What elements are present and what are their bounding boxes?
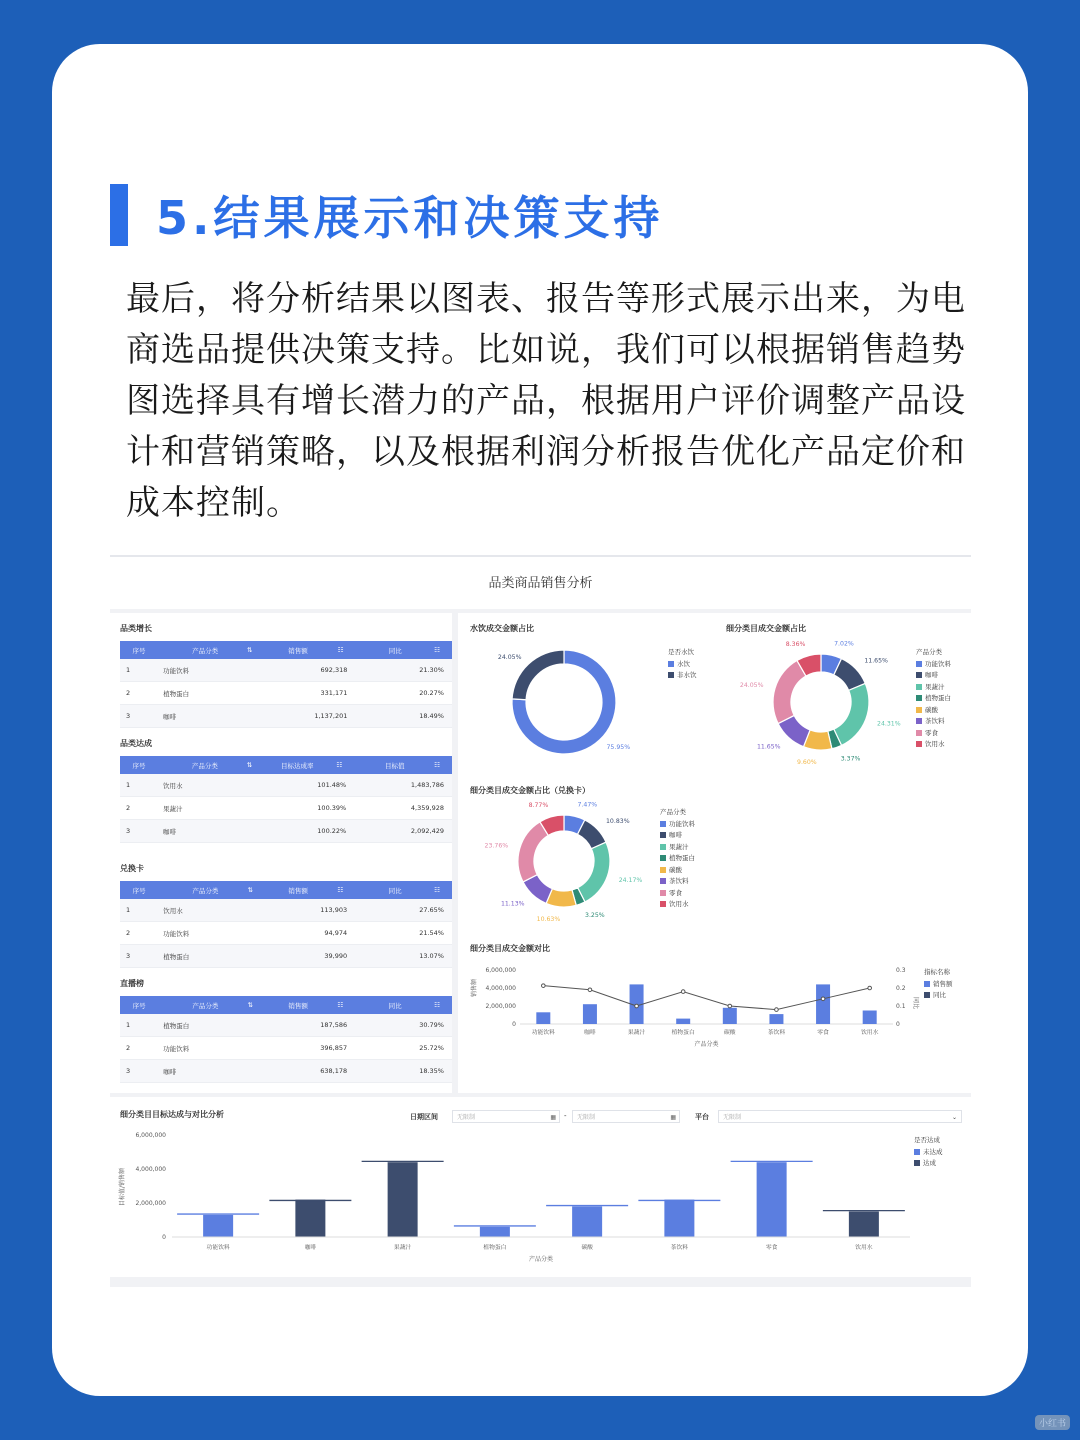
legend-swatch xyxy=(924,981,930,987)
table-cell: 638,178 xyxy=(258,1060,355,1083)
legend-swatch xyxy=(660,821,666,827)
legend-swatch xyxy=(924,992,930,998)
legend-label: 碳酸 xyxy=(669,865,682,874)
data-label: 11.13% xyxy=(500,900,525,908)
y-tick-label: 2,000,000 xyxy=(485,1003,516,1010)
legend-swatch xyxy=(916,707,922,713)
table-cell: 39,990 xyxy=(258,945,355,968)
legend-item[interactable] xyxy=(924,979,953,991)
y-tick-label: 4,000,000 xyxy=(485,985,516,992)
table-cell: 113,903 xyxy=(258,899,355,922)
table-cell: 30.79% xyxy=(355,1014,452,1037)
legend-title: 指标名称 xyxy=(924,968,950,976)
dashboard-title: 品类商品销售分析 xyxy=(110,557,971,609)
x-tick-label: 果蔬汁 xyxy=(627,1030,646,1036)
pie-slice xyxy=(518,822,548,882)
line-point xyxy=(868,986,872,990)
bar xyxy=(723,1008,737,1024)
table-cell: 396,857 xyxy=(258,1037,355,1060)
table-cell: 3 xyxy=(120,705,153,728)
column-header[interactable]: 目标值 ☷ xyxy=(354,756,452,774)
table-cell: 13.07% xyxy=(355,945,452,968)
column-header[interactable]: 销售额 ☷ xyxy=(258,881,355,899)
column-header[interactable]: 序号 xyxy=(120,756,153,774)
legend-item[interactable] xyxy=(916,682,951,694)
table-row[interactable] xyxy=(120,922,452,945)
table-row[interactable] xyxy=(120,682,452,705)
heading-accent-bar xyxy=(110,184,128,246)
table-cell: 1 xyxy=(120,659,153,682)
table-cell: 2 xyxy=(120,922,153,945)
column-header[interactable]: 产品分类 ⇅ xyxy=(153,996,258,1014)
bar xyxy=(583,1004,597,1024)
legend-label: 茶饮料 xyxy=(669,877,689,885)
data-table xyxy=(120,881,452,968)
legend-item[interactable] xyxy=(660,819,695,831)
data-label: 75.95% xyxy=(606,744,631,752)
legend-label: 达成 xyxy=(923,1159,936,1167)
calendar-icon[interactable]: ▦ xyxy=(670,1114,676,1121)
target-chart-svg xyxy=(110,1097,971,1277)
filter-icon[interactable]: ☷ xyxy=(434,1000,440,1009)
x-tick-label: 零食 xyxy=(817,1030,829,1036)
x-tick-label: 咖啡 xyxy=(304,1245,317,1251)
data-label: 7.02% xyxy=(834,640,854,648)
legend-label: 植物蛋白 xyxy=(925,694,951,702)
x-axis-title: 产品分类 xyxy=(528,1256,554,1263)
data-label: 24.31% xyxy=(877,720,901,728)
column-header[interactable]: 产品分类 ⇅ xyxy=(153,756,257,774)
legend-swatch xyxy=(916,672,922,678)
legend-item[interactable] xyxy=(916,705,951,717)
column-header[interactable]: 序号 xyxy=(120,996,153,1014)
x-tick-label: 零食 xyxy=(765,1245,778,1251)
legend-item[interactable] xyxy=(660,842,695,854)
legend-swatch xyxy=(668,672,674,678)
column-header[interactable]: 同比 ☷ xyxy=(355,996,452,1014)
legend-item[interactable] xyxy=(916,670,951,682)
pie-slice xyxy=(578,842,610,902)
legend-swatch xyxy=(916,661,922,667)
y-tick-label: 6,000,000 xyxy=(485,967,516,974)
x-tick-label: 茶饮料 xyxy=(767,1030,786,1036)
column-header[interactable]: 序号 xyxy=(120,881,153,899)
y-axis-title: 目标值/销售额 xyxy=(119,1167,126,1207)
table-row[interactable] xyxy=(120,705,452,728)
pie-slice xyxy=(834,683,869,745)
column-header[interactable]: 同比 ☷ xyxy=(355,881,452,899)
legend-label: 果蔬汁 xyxy=(925,682,945,691)
legend-title: 产品分类 xyxy=(660,808,686,816)
bar xyxy=(203,1215,233,1237)
legend-swatch xyxy=(660,867,666,873)
line-point xyxy=(635,1004,639,1008)
line-point xyxy=(588,988,592,992)
table-cell: 25.72% xyxy=(355,1037,452,1060)
y2-axis-title: 同比 xyxy=(912,997,919,1010)
legend-label: 咖啡 xyxy=(669,831,682,839)
table-row[interactable] xyxy=(120,797,452,820)
pie-slice xyxy=(773,660,806,723)
legend-label: 碳酸 xyxy=(925,705,938,714)
table-cell: 咖啡 xyxy=(153,705,257,728)
table-row[interactable] xyxy=(120,774,452,797)
table-title: 兑换卡 xyxy=(120,864,144,873)
table-cell: 植物蛋白 xyxy=(153,945,258,968)
x-tick-label: 咖啡 xyxy=(584,1030,596,1036)
data-label: 10.83% xyxy=(605,817,630,825)
legend-category xyxy=(916,647,951,751)
legend-item[interactable] xyxy=(660,876,695,888)
chart-title-water: 水饮成交金额占比 xyxy=(470,624,534,633)
legend-swatch xyxy=(916,684,922,690)
legend-label: 零食 xyxy=(925,728,938,737)
legend-swatch xyxy=(668,661,674,667)
section-heading xyxy=(110,184,663,246)
y-tick-label: 4,000,000 xyxy=(135,1166,166,1173)
table-cell: 94,974 xyxy=(258,922,355,945)
filter-icon[interactable]: ☷ xyxy=(434,760,440,769)
bar xyxy=(816,984,830,1024)
legend-swatch xyxy=(660,890,666,896)
y-tick-label: 6,000,000 xyxy=(135,1132,166,1139)
table-cell: 692,318 xyxy=(257,659,355,682)
data-label: 7.47% xyxy=(577,801,598,809)
filter-icon[interactable]: ☷ xyxy=(336,760,343,769)
sort-icon[interactable]: ⇅ xyxy=(247,645,253,654)
table-cell: 4,359,928 xyxy=(354,797,452,820)
bar xyxy=(664,1200,694,1237)
data-label: 24.05% xyxy=(739,681,764,689)
filter-icon[interactable]: ☷ xyxy=(337,645,344,654)
data-label: 10.63% xyxy=(536,915,561,923)
column-header[interactable]: 目标达成率 ☷ xyxy=(257,756,354,774)
column-header[interactable]: 产品分类 ⇅ xyxy=(153,881,258,899)
line-point xyxy=(821,997,825,1001)
legend-item[interactable] xyxy=(660,865,695,877)
table-cell: 18.35% xyxy=(355,1060,452,1083)
table-cell: 187,586 xyxy=(258,1014,355,1037)
bar xyxy=(863,1011,877,1025)
table-cell: 1 xyxy=(120,1014,153,1037)
bar xyxy=(849,1212,879,1238)
legend-swatch xyxy=(914,1160,920,1166)
table-row[interactable] xyxy=(120,1060,452,1083)
dashboard-screenshot xyxy=(110,555,971,1287)
x-tick-label: 功能饮料 xyxy=(531,1030,555,1036)
legend-label: 功能饮料 xyxy=(925,659,951,668)
legend-label: 茶饮料 xyxy=(925,717,945,725)
line-point xyxy=(542,984,546,988)
legend-swatch xyxy=(660,878,666,884)
x-tick-label: 果蔬汁 xyxy=(393,1245,412,1251)
legend-swatch xyxy=(916,718,922,724)
data-label: 3.37% xyxy=(840,755,861,763)
table-cell: 2 xyxy=(120,682,153,705)
legend-swatch xyxy=(914,1149,920,1155)
table-cell: 1,483,786 xyxy=(354,774,452,797)
data-label: 24.17% xyxy=(618,877,643,885)
table-cell: 3 xyxy=(120,820,153,843)
legend-swatch xyxy=(916,695,922,701)
target-panel xyxy=(110,1097,971,1277)
table-cell: 2 xyxy=(120,1037,153,1060)
legend-label: 咖啡 xyxy=(925,671,938,679)
legend-item[interactable] xyxy=(916,739,951,751)
legend-item[interactable] xyxy=(668,670,697,682)
data-table xyxy=(120,641,452,728)
table-cell: 21.54% xyxy=(355,922,452,945)
legend-label: 饮用水 xyxy=(925,740,945,748)
legend-item[interactable] xyxy=(660,853,695,865)
legend-title: 是否水饮 xyxy=(668,648,694,656)
table-cell: 咖啡 xyxy=(153,820,257,843)
legend-label: 零食 xyxy=(669,888,682,897)
table-cell: 饮用水 xyxy=(153,774,257,797)
bar xyxy=(769,1014,783,1024)
y-tick-label: 0 xyxy=(512,1021,516,1028)
bar xyxy=(480,1227,510,1237)
table-title: 直播榜 xyxy=(120,979,144,988)
x-tick-label: 碳酸 xyxy=(724,1030,736,1036)
x-tick-label: 植物蛋白 xyxy=(483,1245,507,1251)
platform-select[interactable]: 无限制 ⌄ xyxy=(718,1110,962,1123)
sort-icon[interactable]: ⇅ xyxy=(247,885,253,894)
date-separator: - xyxy=(564,1112,567,1120)
date-from-input[interactable]: 无限制 ▦ xyxy=(452,1110,560,1123)
table-cell: 331,171 xyxy=(257,682,355,705)
table-cell: 功能饮料 xyxy=(153,1037,258,1060)
legend-title: 产品分类 xyxy=(916,648,942,656)
column-header[interactable]: 同比 ☷ xyxy=(355,641,452,659)
legend-item[interactable] xyxy=(916,693,951,705)
y-axis-title: 销售额 xyxy=(471,978,478,997)
table-row[interactable] xyxy=(120,899,452,922)
legend-label: 同比 xyxy=(933,991,946,999)
y-tick-label: 0 xyxy=(162,1234,166,1241)
table-cell: 3 xyxy=(120,945,153,968)
legend-label: 未达成 xyxy=(923,1147,943,1156)
filter-icon[interactable]: ☷ xyxy=(337,885,344,894)
bar xyxy=(388,1162,418,1237)
line-point xyxy=(728,1004,732,1008)
chart-title-category: 细分类目成交金额占比 xyxy=(726,624,806,633)
legend-target xyxy=(914,1135,943,1170)
column-header[interactable]: 销售额 ☷ xyxy=(258,996,355,1014)
table-title: 品类增长 xyxy=(120,624,152,633)
x-tick-label: 饮用水 xyxy=(860,1030,879,1036)
filter-icon[interactable]: ☷ xyxy=(337,1000,344,1009)
table-cell: 101.48% xyxy=(257,774,354,797)
table-cell: 1 xyxy=(120,774,153,797)
legend-item[interactable] xyxy=(914,1158,943,1170)
table-cell: 功能饮料 xyxy=(153,922,258,945)
watermark-logo: 小红书 xyxy=(1035,1415,1070,1430)
table-cell: 20.27% xyxy=(355,682,452,705)
x-tick-label: 茶饮料 xyxy=(670,1245,689,1251)
table-row[interactable] xyxy=(120,1037,452,1060)
data-label: 8.77% xyxy=(528,802,549,810)
column-header[interactable]: 产品分类 ⇅ xyxy=(153,641,257,659)
data-label: 8.36% xyxy=(785,641,806,649)
bar xyxy=(536,1012,550,1024)
table-cell: 1,137,201 xyxy=(257,705,355,728)
legend-label: 果蔬汁 xyxy=(669,842,689,851)
data-table xyxy=(120,996,452,1083)
heading-text: 5.结果展示和决策支持 xyxy=(156,191,664,245)
body-paragraph: 最后，将分析结果以图表、报告等形式展示出来，为电商选品提供决策支持。比如说，我们可以根据销售趋势图选择具有增长潜力的产品，根据用户评价调整产品设计和营销策略，以及根据利润分析报告优化产品定价和成本控制。 xyxy=(126,279,966,523)
line-point xyxy=(681,990,685,994)
tables-panel xyxy=(110,613,452,1093)
y2-tick-label: 0.2 xyxy=(896,985,906,992)
legend-label: 水饮 xyxy=(677,659,690,668)
legend-item[interactable] xyxy=(916,659,951,671)
bar xyxy=(572,1206,602,1237)
legend-water xyxy=(668,647,697,682)
table-cell: 2,092,429 xyxy=(354,820,452,843)
calendar-icon[interactable]: ▦ xyxy=(550,1114,556,1121)
legend-metric xyxy=(924,967,953,1002)
data-label: 23.76% xyxy=(484,842,509,850)
legend-item[interactable] xyxy=(924,990,953,1002)
table-cell: 100.22% xyxy=(257,820,354,843)
data-label: 11.65% xyxy=(756,743,781,751)
table-row[interactable] xyxy=(120,659,452,682)
column-header[interactable]: 序号 xyxy=(120,641,153,659)
table-cell: 27.65% xyxy=(355,899,452,922)
data-table xyxy=(120,756,452,843)
legend-swatch xyxy=(660,832,666,838)
legend-swatch xyxy=(660,901,666,907)
chart-title-card: 细分类目成交金额占比（兑换卡） xyxy=(470,786,590,795)
table-cell: 功能饮料 xyxy=(153,659,257,682)
x-tick-label: 功能饮料 xyxy=(206,1245,230,1251)
legend-swatch xyxy=(916,730,922,736)
chart-title-target: 细分类目目标达成与对比分析 xyxy=(120,1110,224,1119)
table-title: 品类达成 xyxy=(120,739,152,748)
table-row[interactable] xyxy=(120,820,452,843)
bar xyxy=(757,1162,787,1237)
table-cell: 100.39% xyxy=(257,797,354,820)
legend-label: 非水饮 xyxy=(677,671,697,679)
charts-svg xyxy=(458,613,971,1093)
legend-item[interactable] xyxy=(914,1147,943,1159)
legend-label: 饮用水 xyxy=(669,900,689,908)
data-label: 3.25% xyxy=(585,912,605,920)
legend-item[interactable] xyxy=(916,716,951,728)
table-cell: 饮用水 xyxy=(153,899,258,922)
legend-item[interactable] xyxy=(660,830,695,842)
legend-label: 功能饮料 xyxy=(669,819,695,828)
table-row[interactable] xyxy=(120,1014,452,1037)
data-label: 11.65% xyxy=(864,657,888,665)
y-tick-label: 2,000,000 xyxy=(135,1200,166,1207)
sort-icon[interactable]: ⇅ xyxy=(246,760,253,769)
legend-swatch xyxy=(660,844,666,850)
legend-item[interactable] xyxy=(660,888,695,900)
legend-label: 植物蛋白 xyxy=(669,854,695,862)
table-cell: 咖啡 xyxy=(153,1060,258,1083)
charts-panel xyxy=(458,613,971,1093)
chart-title-compare: 细分类目成交金额对比 xyxy=(470,944,550,953)
legend-title: 是否达成 xyxy=(914,1136,940,1144)
y2-tick-label: 0 xyxy=(896,1021,900,1028)
legend-swatch xyxy=(916,741,922,747)
table-cell: 植物蛋白 xyxy=(153,1014,258,1037)
table-cell: 21.30% xyxy=(355,659,452,682)
sort-icon[interactable]: ⇅ xyxy=(247,1000,253,1009)
line-point xyxy=(775,1008,779,1012)
filter-icon[interactable]: ☷ xyxy=(434,885,440,894)
bar xyxy=(676,1019,690,1024)
column-header[interactable]: 销售额 ☷ xyxy=(257,641,355,659)
table-cell: 2 xyxy=(120,797,153,820)
legend-card xyxy=(660,807,695,911)
x-axis-title: 产品分类 xyxy=(694,1041,719,1048)
x-tick-label: 饮用水 xyxy=(855,1245,873,1251)
table-cell: 植物蛋白 xyxy=(153,682,257,705)
legend-item[interactable] xyxy=(916,728,951,740)
legend-swatch xyxy=(660,855,666,861)
chevron-down-icon: ⌄ xyxy=(951,1114,957,1121)
bar xyxy=(295,1200,325,1237)
y2-tick-label: 0.3 xyxy=(896,967,906,974)
x-tick-label: 植物蛋白 xyxy=(671,1030,695,1036)
data-label: 9.60% xyxy=(797,758,817,766)
date-range-label: 日期区间 xyxy=(410,1113,438,1121)
legend-item[interactable] xyxy=(668,659,697,671)
table-cell: 3 xyxy=(120,1060,153,1083)
legend-item[interactable] xyxy=(660,899,695,911)
data-label: 24.05% xyxy=(497,653,522,661)
x-tick-label: 碳酸 xyxy=(581,1245,593,1251)
platform-label: 平台 xyxy=(695,1113,709,1121)
table-cell: 果蔬汁 xyxy=(153,797,257,820)
date-to-input[interactable]: 无限制 ▦ xyxy=(572,1110,680,1123)
y2-tick-label: 0.1 xyxy=(896,1003,906,1010)
filter-icon[interactable]: ☷ xyxy=(434,645,440,654)
legend-label: 销售额 xyxy=(933,979,953,988)
table-row[interactable] xyxy=(120,945,452,968)
table-cell: 18.49% xyxy=(355,705,452,728)
table-cell: 1 xyxy=(120,899,153,922)
